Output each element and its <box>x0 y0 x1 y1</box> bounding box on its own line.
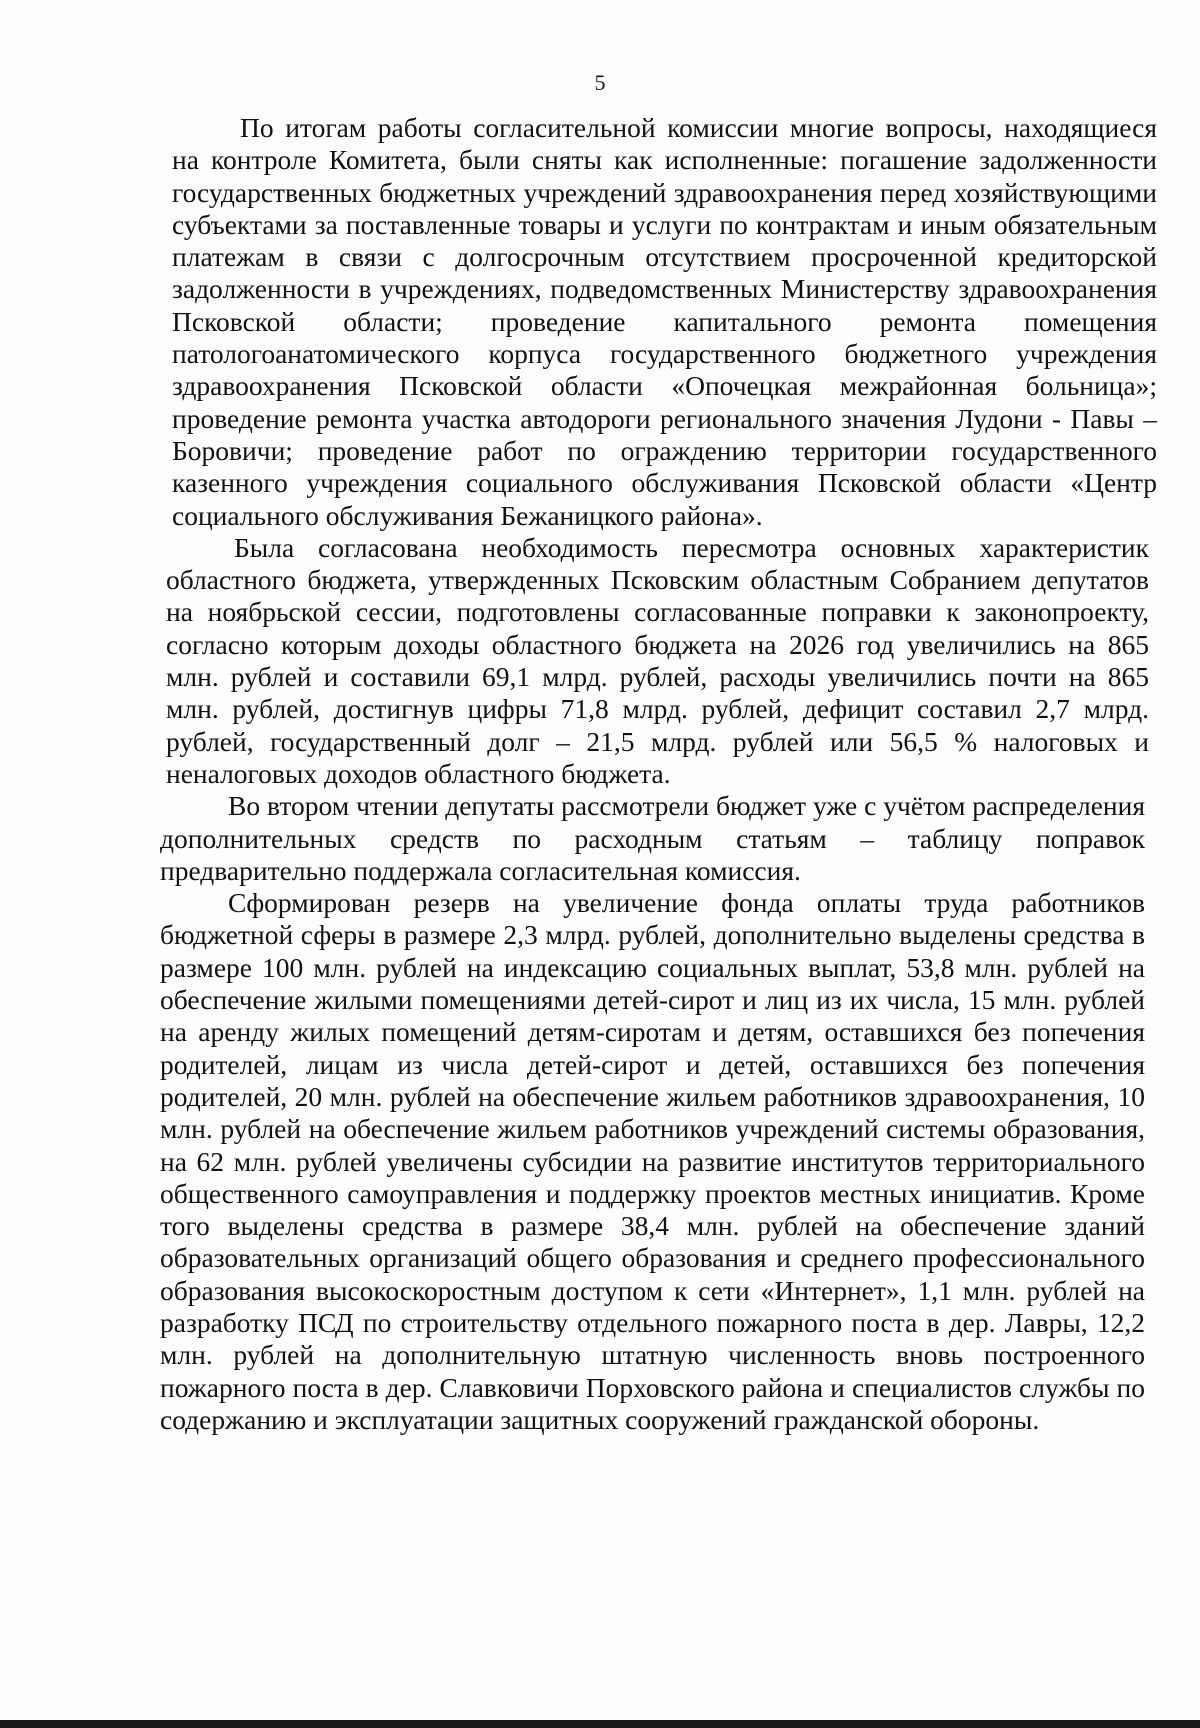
paragraph-second-reading: Во втором чтении депутаты рассмотрели бюджет уже с учётом распределения дополнительных средств по расходным статьям – таблицу поправок предварительно поддержала согласительная комиссия. <box>160 790 1145 886</box>
page-number: 5 <box>594 70 606 95</box>
paragraph-commission-results: По итогам работы согласительной комиссии многие вопросы, находящиеся на контроле Комитета, были сняты как исполненные: погашение задолженности государственных бюджетных учреждений здравоохранения перед хозяйствующими субъектами за поставленные товары и услуги по контрактам и иным обязательным платежам в связи с долгосрочным отсутствием просроченной кредиторской задолженности в учреждениях, подведомственных Министерству здравоохранения Псковской области; проведение капитального ремонта помещения патологоанатомического корпуса государственного бюджетного учреждения здравоохранения Псковской области «Опочецкая межрайонная больница»; проведение ремонта участка автодороги регионального значения Лудони - Павы – Боровичи; проведение работ по ограждению территории государственного казенного учреждения социального обслуживания Псковской области «Центр социального обслуживания Бежаницкого района». <box>172 112 1157 531</box>
paragraph-reserve-allocations: Сформирован резерв на увеличение фонда оплаты труда работников бюджетной сферы в размере 2,3 млрд. рублей, дополнительно выделены средства в размере 100 млн. рублей на индексацию социальных выплат, 53,8 млн. рублей на обеспечение жилыми помещениями детей-сирот и лиц из их числа, 15 млн. рублей на аренду жилых помещений детям-сиротам и детям, оставшихся без попечения родителей, лицам из числа детей-сирот и детей, оставшихся без попечения родителей, 20 млн. рублей на обеспечение жильем работников здравоохранения, 10 млн. рублей на обеспечение жильем работников учреждений системы образования, на 62 млн. рублей увеличены субсидии на развитие институтов территориального общественного самоуправления и поддержку проектов местных инициатив. Кроме того выделены средства в размере 38,4 млн. рублей на обеспечение зданий образовательных организаций общего образования и среднего профессионального образования высокоскоростным доступом к сети «Интернет», 1,1 млн. рублей на разработку ПСД по строительству отдельного пожарного поста в дер. Лавры, 12,2 млн. рублей на дополнительную штатную численность вновь построенного пожарного поста в дер. Славковичи Порховского района и специалистов службы по содержанию и эксплуатации защитных сооружений гражданской обороны. <box>160 887 1145 1435</box>
paragraph-budget-characteristics: Была согласована необходимость пересмотра основных характеристик областного бюджета, утвержденных Псковским областным Собранием депутатов на ноябрьской сессии, подготовлены согласованные поправки к законопроекту, согласно которым доходы областного бюджета на 2026 год увеличились на 865 млн. рублей и составили 69,1 млрд. рублей, расходы увеличились почти на 865 млн. рублей, достигнув цифры 71,8 млрд. рублей, дефицит составил 2,7 млрд. рублей, государственный долг – 21,5 млрд. рублей или 56,5 % налоговых и неналоговых доходов областного бюджета. <box>166 531 1149 789</box>
document-body <box>160 112 1157 1436</box>
scan-bottom-edge <box>0 1720 1200 1728</box>
